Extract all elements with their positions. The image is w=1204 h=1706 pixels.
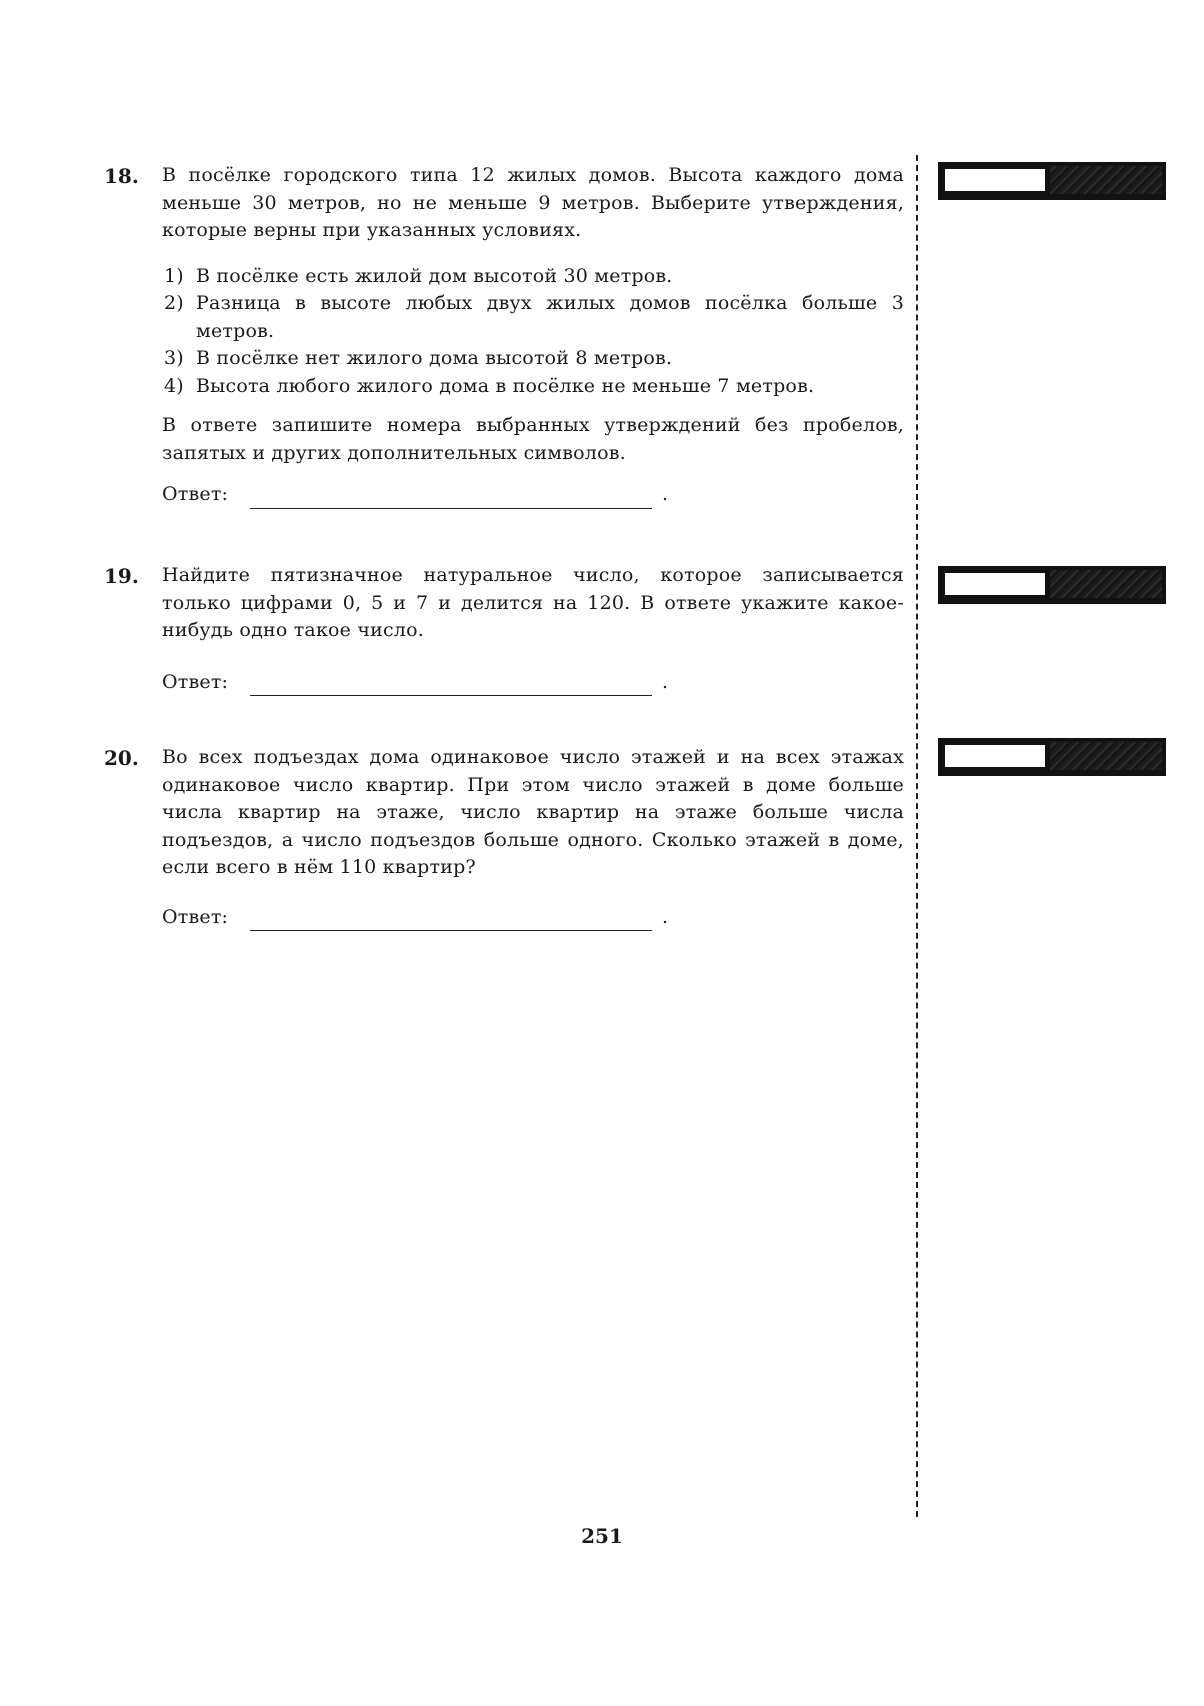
answer-label: Ответ: [162,670,229,693]
cut-line [916,155,918,1517]
answer-row [162,481,904,509]
task-19 [104,562,904,696]
task-number: 20. [104,746,139,770]
options-list [162,263,904,401]
option-number: 2) [164,292,184,314]
task-18 [104,162,904,509]
answer-dot: . [662,905,669,928]
option-number: 1) [164,264,184,287]
answer-box-field [945,745,1045,767]
answer-box-shade [1050,570,1162,598]
option-text: В посёлке есть жилой дом высотой 30 метров. [196,264,673,287]
answer-label: Ответ: [162,905,229,928]
answer-box-18 [938,162,1166,200]
page-number: 251 [581,1524,623,1548]
option-text: Разница в высоте любых двух жилых домов посёлка больше 3 метров. [196,292,904,342]
answer-line[interactable] [250,912,652,931]
answer-row [162,669,904,697]
task-20 [104,744,904,931]
answer-box-field [945,573,1045,595]
option-item [162,263,904,291]
answer-box-shade [1050,166,1162,194]
option-number: 3) [164,347,184,369]
answer-box-field [945,169,1045,191]
answer-dot: . [662,670,669,693]
task-number: 19. [104,564,139,588]
task-body [162,562,904,696]
answer-box-19 [938,566,1166,604]
answer-dot: . [662,483,669,505]
task-text: Найдите пятизначное натуральное число, которое записывается только цифрами 0, 5 и 7 и делится на 120. В ответе укажите какое-нибудь одно такое число. [162,564,904,641]
option-text: В посёлке нет жилого дома высотой 8 метров. [196,347,673,369]
task-body [162,162,904,509]
option-text: Высота любого жилого дома в посёлке не меньше 7 метров. [196,374,815,397]
answer-box-shade [1050,742,1162,770]
task-text: Во всех подъездах дома одинаковое число этажей и на всех этажах одинаковое число квартир. При этом число этажей в доме больше числа квартир на этаже, число квартир на этаже больше числа подъездов, а число подъездов больше одного. Сколько этажей в доме, если всего в нём 110 квартир? [162,746,904,878]
answer-line[interactable] [250,677,652,696]
task-text: В посёлке городского типа 12 жилых домов. Высота каждого дома меньше 30 метров, но не меньше 9 метров. Выберите утверждения, которые верны при указанных условиях. [162,164,904,241]
option-number: 4) [164,374,184,397]
answer-row [162,904,904,932]
task-number: 18. [104,164,139,188]
option-item [162,345,904,373]
option-item [162,373,904,401]
option-item [162,290,904,345]
answer-box-20 [938,738,1166,776]
answer-line[interactable] [250,490,652,509]
task-body [162,744,904,931]
answer-label: Ответ: [162,483,229,505]
answer-instruction: В ответе запишите номера выбранных утверждений без пробелов, запятых и других дополнительных символов. [162,414,904,464]
